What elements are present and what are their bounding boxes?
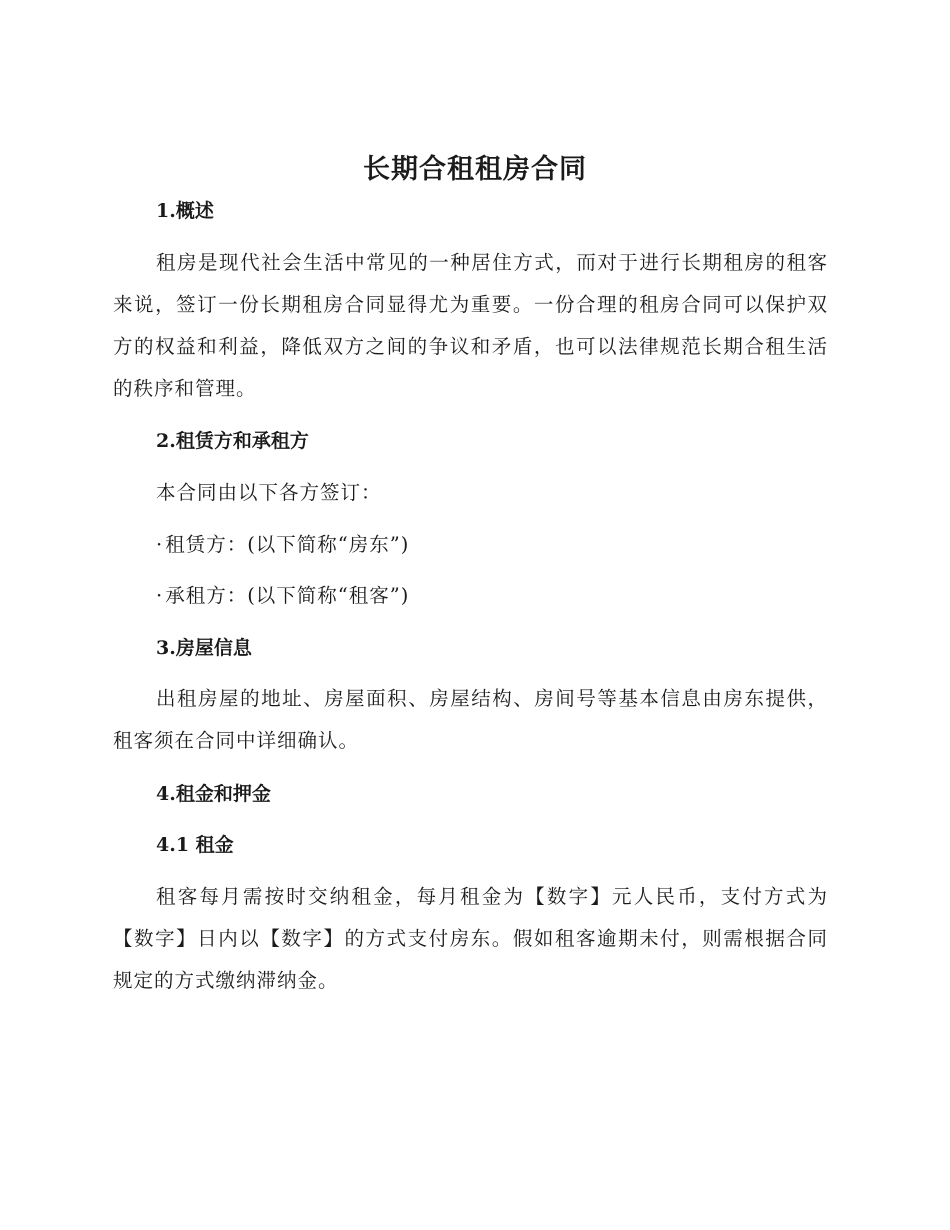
subsection-heading-rent: 4.1 租金 [156,834,234,856]
bullet-text: 租赁方：(以下简称“房东”) [165,533,410,556]
section-heading-parties: 2.租赁方和承租方 [156,430,309,452]
bullet-text: 承租方：(以下简称“租客”) [165,584,410,607]
section-heading-overview: 1.概述 [156,200,214,222]
section-paragraph-overview: 租房是现代社会生活中常见的一种居住方式，而对于进行长期租房的租客来说，签订一份长期租房合同显得尤为重要。一份合理的租房合同可以保护双方的权益和利益，降低双方之间的争议和矛盾，也可以法律规范长期合租生活的秩序和管理。 [113,251,828,400]
bullet-dot-icon: · [156,533,164,556]
subsection-paragraph-rent: 租客每月需按时交纳租金，每月租金为【数字】元人民币，支付方式为【数字】日内以【数字】的方式支付房东。假如租客逾期未付，则需根据合同规定的方式缴纳滞纳金。 [113,885,828,992]
section-heading-rent-deposit: 4.租金和押金 [156,783,271,805]
bullet-item-landlord [156,532,409,558]
section-paragraph-property-info: 出租房屋的地址、房屋面积、房屋结构、房间号等基本信息由房东提供，租客须在合同中详细确认。 [113,687,828,752]
bullet-dot-icon: · [156,584,164,607]
section-heading-property-info: 3.房屋信息 [156,637,252,659]
parties-intro: 本合同由以下各方签订： [156,481,382,504]
bullet-item-tenant [156,583,409,609]
document-title: 长期合租租房合同 [363,154,587,185]
